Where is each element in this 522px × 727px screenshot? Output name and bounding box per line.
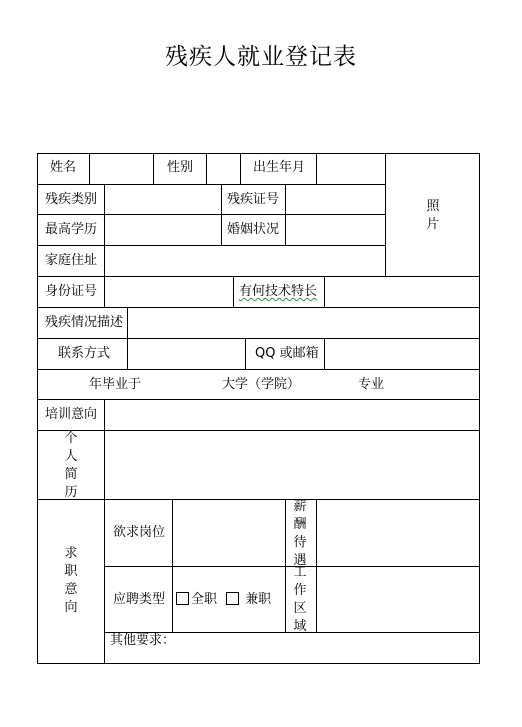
marital-status-label: 婚姻状况 bbox=[227, 222, 280, 237]
job-type-label: 应聘类型 bbox=[113, 592, 166, 607]
gender-field[interactable] bbox=[207, 154, 240, 184]
id-number-field[interactable] bbox=[105, 277, 233, 307]
name-field[interactable] bbox=[90, 154, 153, 184]
gender-label: 性别 bbox=[167, 160, 194, 175]
contact-label: 联系方式 bbox=[58, 346, 111, 361]
form-title: 残疾人就业登记表 bbox=[165, 44, 357, 70]
photo-label: 照片 bbox=[426, 199, 440, 232]
qq-email-field[interactable] bbox=[325, 339, 479, 369]
photo-box[interactable] bbox=[386, 154, 479, 276]
home-address-field[interactable] bbox=[105, 246, 385, 276]
desired-position-label: 欲求岗位 bbox=[113, 525, 166, 540]
training-intent-label: 培训意向 bbox=[45, 407, 98, 422]
part-time-option[interactable] bbox=[226, 592, 271, 607]
disability-cert-label: 残疾证号 bbox=[227, 192, 280, 207]
birth-date-field[interactable] bbox=[317, 154, 385, 184]
university-label: 大学（学院） bbox=[222, 377, 301, 392]
part-time-checkbox[interactable] bbox=[226, 592, 239, 605]
desired-position-field[interactable] bbox=[173, 500, 285, 566]
skills-label: 有何技术特长 bbox=[239, 284, 318, 299]
full-time-checkbox[interactable] bbox=[176, 592, 189, 605]
other-requirements-label: 其他要求： bbox=[110, 633, 176, 648]
disability-description-label: 残疾情况描述 bbox=[45, 315, 124, 330]
id-number-label: 身份证号 bbox=[45, 284, 98, 299]
resume-label: 个人简历 bbox=[64, 431, 78, 500]
marital-status-field[interactable] bbox=[286, 215, 385, 245]
disability-type-field[interactable] bbox=[105, 185, 221, 214]
qq-email-label: QQ 或邮箱 bbox=[255, 346, 319, 361]
education-field[interactable] bbox=[105, 215, 221, 245]
contact-field[interactable] bbox=[128, 339, 245, 369]
major-label: 专业 bbox=[358, 377, 385, 392]
training-intent-field[interactable] bbox=[105, 400, 479, 430]
name-label: 姓名 bbox=[50, 160, 77, 175]
salary-label: 薪酬待遇 bbox=[293, 499, 307, 568]
disability-description-field[interactable] bbox=[128, 308, 479, 338]
graduation-year-label: 年毕业于 bbox=[89, 377, 142, 392]
job-intention-label: 求职意向 bbox=[64, 546, 78, 615]
disability-type-label: 残疾类别 bbox=[45, 192, 98, 207]
home-address-label: 家庭住址 bbox=[45, 253, 98, 268]
full-time-option[interactable] bbox=[176, 592, 217, 607]
part-time-label: 兼职 bbox=[245, 592, 272, 607]
birth-date-label: 出生年月 bbox=[253, 160, 306, 175]
disability-cert-field[interactable] bbox=[286, 185, 385, 214]
salary-field[interactable] bbox=[317, 500, 479, 566]
work-area-field[interactable] bbox=[317, 567, 479, 632]
work-area-label: 工作区域 bbox=[293, 565, 307, 634]
skills-field[interactable] bbox=[325, 277, 479, 307]
resume-field[interactable] bbox=[105, 431, 479, 499]
education-label: 最高学历 bbox=[45, 222, 98, 237]
full-time-label: 全职 bbox=[191, 592, 218, 607]
other-requirements-field[interactable] bbox=[180, 633, 479, 663]
